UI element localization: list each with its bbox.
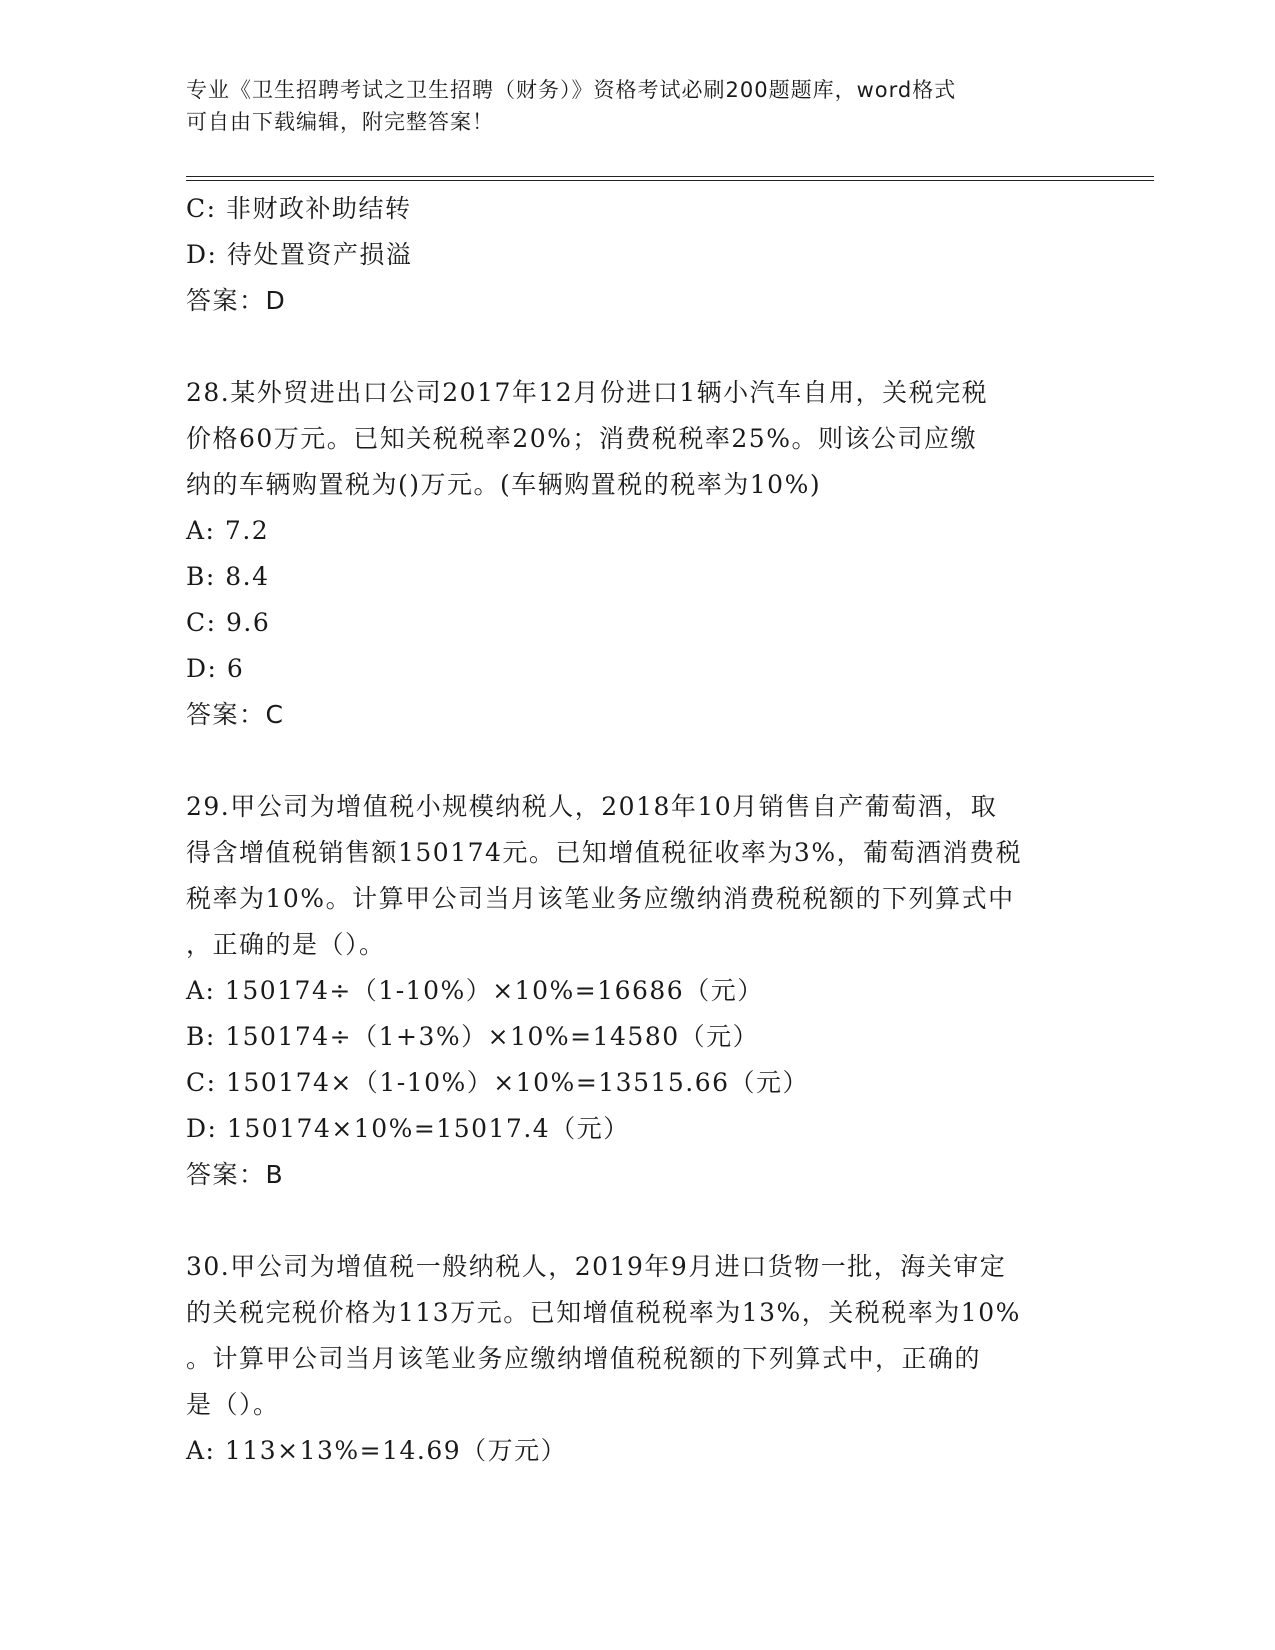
question-text-line: 纳的车辆购置税为()万元。(车辆购置税的税率为10%): [186, 470, 822, 499]
answer-line: 答案：C: [186, 700, 285, 729]
answer-line: 答案：B: [186, 1160, 285, 1189]
question-text-line: 税率为10%。计算甲公司当月该笔业务应缴纳消费税税额的下列算式中: [186, 884, 1015, 913]
previous-question-tail: [186, 186, 1086, 324]
question-text-line: 。计算甲公司当月该笔业务应缴纳增值税税额的下列算式中，正确的: [186, 1344, 982, 1373]
option-d: D: 待处置资产损溢: [186, 240, 413, 269]
question-text-line: 得含增值税销售额150174元。已知增值税征收率为3%，葡萄酒消费税: [186, 838, 1023, 867]
option-c: C: 9.6: [186, 608, 271, 637]
option-d: D: 6: [186, 654, 245, 683]
option-b: B: 8.4: [186, 562, 270, 591]
header-divider: [186, 176, 1154, 181]
header-line-2: 可自由下载编辑，附完整答案！: [186, 110, 494, 134]
option-a: A: 7.2: [186, 516, 270, 545]
question-text-line: 28.某外贸进出口公司2017年12月份进口1辆小汽车自用，关税完税: [186, 378, 989, 407]
document-body: [186, 186, 1086, 1474]
option-d: D: 150174×10%=15017.4（元）: [186, 1114, 630, 1143]
question-29: [186, 784, 1086, 1198]
header-line-1: 专业《卫生招聘考试之卫生招聘（财务）》资格考试必刷200题题库，word格式: [186, 78, 957, 102]
question-text-line: 29.甲公司为增值税小规模纳税人，2018年10月销售自产葡萄酒，取: [186, 792, 998, 821]
option-c: C: 非财政补助结转: [186, 194, 412, 223]
answer-line: 答案：D: [186, 286, 287, 315]
question-text-line: 的关税完税价格为113万元。已知增值税税率为13%，关税税率为10%: [186, 1298, 1021, 1327]
option-b: B: 150174÷（1+3%）×10%=14580（元）: [186, 1022, 760, 1051]
question-28: [186, 370, 1086, 738]
question-text-line: 价格60万元。已知关税税率20%；消费税税率25%。则该公司应缴: [186, 424, 977, 453]
option-a: A: 150174÷（1-10%）×10%=16686（元）: [186, 976, 764, 1005]
option-c: C: 150174×（1-10%）×10%=13515.66（元）: [186, 1068, 810, 1097]
option-a: A: 113×13%=14.69（万元）: [186, 1436, 568, 1465]
question-text-line: 30.甲公司为增值税一般纳税人，2019年9月进口货物一批，海关审定: [186, 1252, 1007, 1281]
page-header: [186, 74, 1066, 138]
question-30: [186, 1244, 1086, 1474]
question-text-line: ，正确的是（）。: [186, 930, 386, 959]
question-text-line: 是（）。: [186, 1390, 280, 1419]
